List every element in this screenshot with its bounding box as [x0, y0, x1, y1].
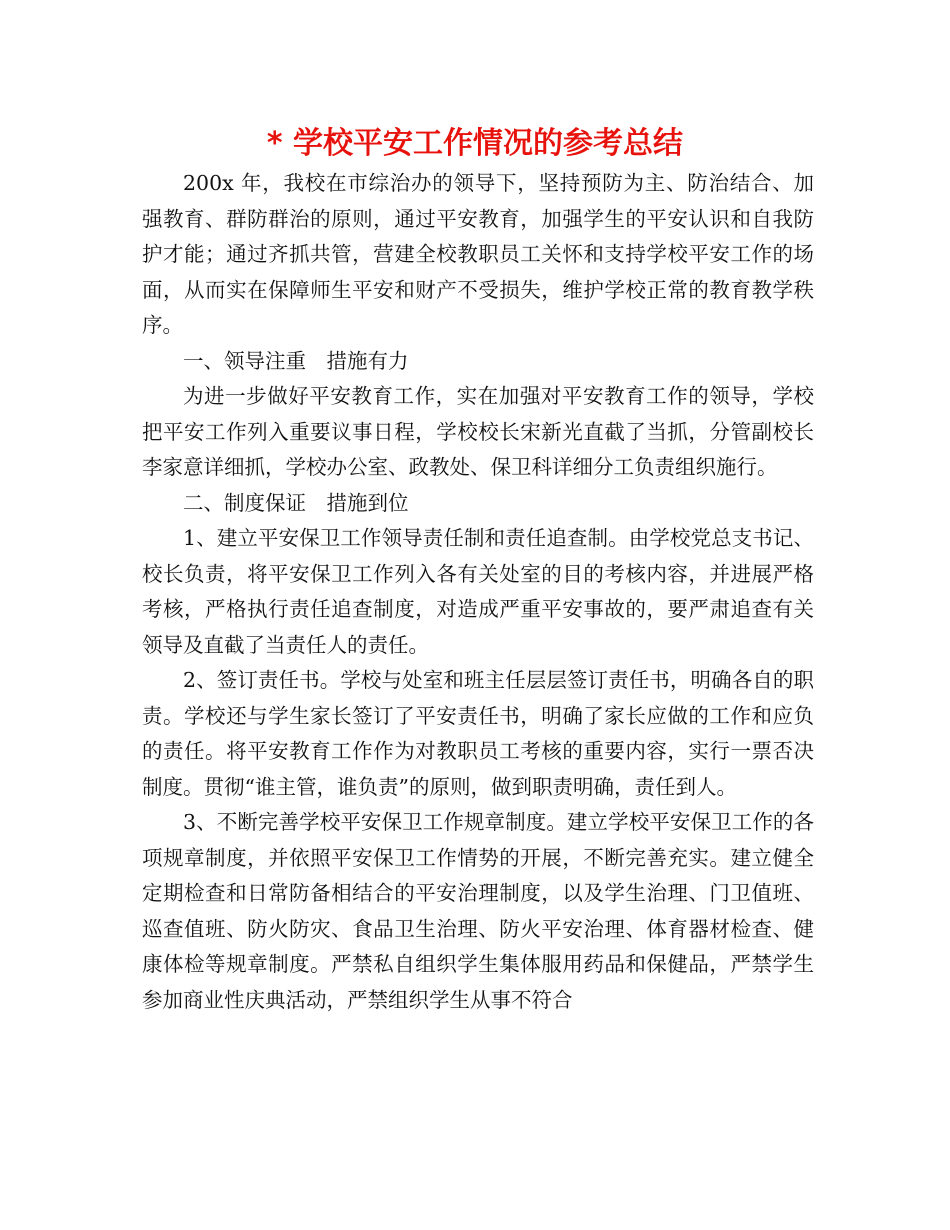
document-title: * 学校平安工作情况的参考总结 — [266, 126, 684, 161]
paragraph-item-3: 3、不断完善学校平安保卫工作规章制度。建立学校平安保卫工作的各项规章制度，并依照平安保卫工作情势的开展，不断完善充实。建立健全定期检查和日常防备相结合的平安治理制度，以及学生治理、门卫值班、巡查值班、防火防灾、食品卫生治理、防火平安治理、体育器材检查、健康体检等规章制度。严禁私自组织学生集体服用药品和保健品，严禁学生参加商业性庆典活动，严禁组织学生从事不符合 — [142, 810, 814, 1012]
paragraph-intro: 200x 年，我校在市综治办的领导下，坚持预防为主、防治结合、加强教育、群防群治的原则，通过平安教育，加强学生的平安认识和自我防护才能；通过齐抓共管，营建全校教职员工关怀和支持学校平安工作的场面，从而实在保障师生平安和财产不受损失，维护学校正常的教育教学秩序。 — [142, 171, 814, 337]
paragraph-item-1: 1、建立平安保卫工作领导责任制和责任追查制。由学校党总支书记、校长负责，将平安保卫工作列入各有关处室的目的考核内容，并进展严格考核，严格执行责任追查制度，对造成严重平安事故的，要严肃追查有关领导及直截了当责任人的责任。 — [142, 526, 814, 657]
paragraph-item-2: 2、签订责任书。学校与处室和班主任层层签订责任书，明确各自的职责。学校还与学生家长签订了平安责任书，明确了家长应做的工作和应负的责任。将平安教育工作作为对教职员工考核的重要内容，实行一票否决制度。贯彻“谁主管，谁负责”的原则，做到职责明确，责任到人。 — [142, 668, 814, 799]
paragraph-leadership: 为进一步做好平安教育工作，实在加强对平安教育工作的领导，学校把平安工作列入重要议事日程，学校校长宋新光直截了当抓，分管副校长李家意详细抓，学校办公室、政教处、保卫科详细分工负责组织施行。 — [142, 384, 814, 479]
section-heading-system: 二、制度保证 措施到位 — [183, 490, 409, 515]
document-body — [142, 166, 814, 1018]
section-heading-leadership: 一、领导注重 措施有力 — [183, 348, 409, 373]
